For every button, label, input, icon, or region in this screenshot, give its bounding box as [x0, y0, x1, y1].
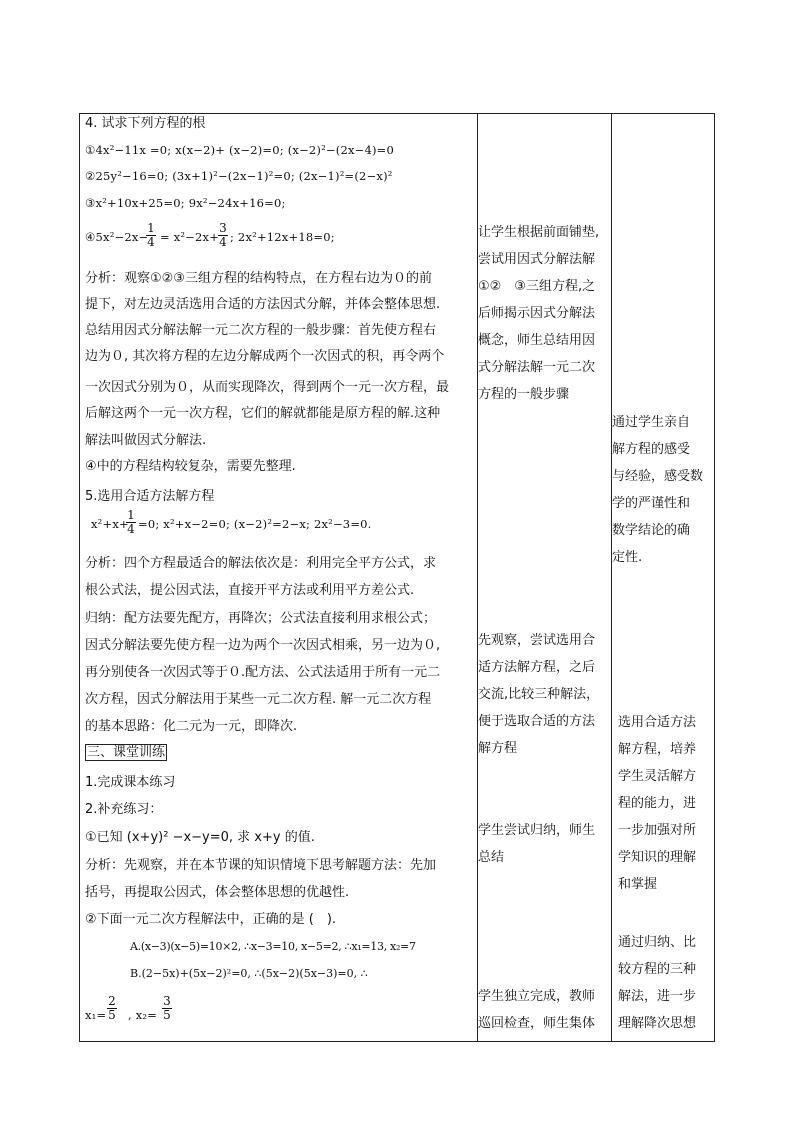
activity1-line5: 概念，师生总结用因	[478, 333, 596, 348]
intent3-line2: 较方程的三种	[618, 962, 697, 977]
activity4-line2: 巡回检查，师生集体	[478, 1016, 596, 1031]
training-item2: 2.补充练习：	[85, 802, 163, 817]
q5-title: 5.选用合适方法解方程	[85, 489, 215, 504]
activity1-line4: 后师揭示因式分解法	[478, 306, 596, 321]
activity1-line6: 式分解法解一元二次	[478, 360, 596, 375]
q5-equations-part2: =0; x²+x−2=0; (x−2)²=2−x; 2x²−3=0.	[138, 517, 372, 531]
fraction-one-quarter-q5: 1 4	[127, 508, 135, 536]
activity1-line7: 方程的一般步骤	[478, 387, 570, 402]
intent1-line3: 与经验，感受数	[612, 469, 704, 484]
q4-equations-row4-part2: = x²−2x+	[160, 230, 220, 244]
analysis1-line5: 一次因式分别为０，从而实现降次，得到两个一元一次方程，最	[85, 380, 450, 395]
option-b-x2-label: , x₂=	[128, 1008, 158, 1022]
analysis1-line4: 边为０, 其次将方程的左边分解成两个一次因式的积，再令两个	[85, 349, 445, 364]
fraction-three-quarters: 3 4	[219, 221, 227, 249]
q4-equations-row4-part3: ; 2x²+12x+18=0;	[230, 230, 335, 244]
intent2-line7: 和掌握	[618, 877, 658, 892]
option-b-x1-label: x₁=	[85, 1008, 107, 1022]
q4-title: 4. 试求下列方程的根	[85, 116, 206, 131]
option-b: B.(2−5x)+(5x−2)²=0, ∴(5x−2)(5x−3)=0, ∴	[130, 967, 368, 980]
intent2-line3: 学生灵活解方	[618, 769, 697, 784]
intent1-line4: 学的严谨性和	[612, 496, 691, 511]
activity2-line2: 适方法解方程，之后	[478, 660, 596, 675]
fraction-two-fifths: 2 5	[108, 994, 116, 1022]
analysis3-line1: 分析：先观察，并在本节课的知识情境下思考解题方法：先加	[85, 858, 437, 873]
analysis1-line1: 分析：观察①②③三组方程的结构特点，在方程右边为０的前	[85, 271, 432, 286]
activity4-line1: 学生独立完成，教师	[478, 989, 596, 1004]
analysis3-line2: 括号，再提取公因式，体会整体思想的优越性.	[85, 885, 350, 900]
intent1-line6: 定性.	[612, 550, 643, 565]
activity2-line3: 交流,比较三种解法，	[478, 687, 600, 702]
intent1-line1: 通过学生亲自	[612, 415, 691, 430]
activity2-line4: 便于选取合适的方法	[478, 714, 596, 729]
exercise1: ①已知 (x+y)² −x−y=0, 求 x+y 的值.	[85, 830, 315, 845]
intent2-line1: 选用合适方法	[618, 715, 697, 730]
analysis1-line7: 解法叫做因式分解法.	[85, 433, 207, 448]
summary-line3: 再分别使各一次因式等于０.配方法、公式法适用于所有一元二	[85, 665, 441, 680]
analysis1-line3: 总结用因式分解法解一元二次方程的一般步骤：首先使方程右	[85, 323, 437, 338]
q4-equations-row1: ①4x²−11x =0; x(x−2)+ (x−2)=0; (x−2)²−(2x−4)=0	[85, 143, 395, 157]
activity2-line5: 解方程	[478, 741, 518, 756]
exercise2: ②下面一元二次方程解法中，正确的是 ( ).	[85, 912, 337, 927]
q5-equations-part1: x²+x+	[91, 517, 129, 531]
column-divider-2	[611, 114, 612, 1041]
intent2-line4: 程的能力，进	[618, 796, 697, 811]
analysis1-line2: 提下，对左边灵活选用合适的方法因式分解，并体会整体思想.	[85, 297, 441, 312]
activity1-line3: ①② ③三组方程,之	[478, 279, 596, 294]
q4-equations-row3: ③x²+10x+25=0; 9x²−24x+16=0;	[85, 196, 286, 210]
fraction-three-fifths: 3 5	[163, 994, 171, 1022]
fraction-one-quarter: 1 4	[147, 221, 155, 249]
activity3-line2: 总结	[478, 850, 505, 865]
summary-line5: 的基本思路：化二元为一元，即降次.	[85, 719, 298, 734]
intent2-line2: 解方程，培养	[618, 742, 697, 757]
q4-equations-row2: ②25y²−16=0; (3x+1)²−(2x−1)²=0; (2x−1)²=(2−x)²	[85, 169, 393, 183]
section-heading-class-training	[85, 746, 167, 759]
analysis2-line1: 分析：四个方程最适合的解法依次是：利用完全平方公式，求	[85, 556, 437, 571]
analysis1-line8: ④中的方程结构较复杂，需要先整理.	[85, 459, 296, 474]
lesson-table	[79, 113, 715, 1042]
training-item1: 1.完成课本练习	[85, 775, 176, 790]
activity1-line2: 尝试用因式分解法解	[478, 252, 596, 267]
activity2-line1: 先观察，尝试选用合	[478, 633, 596, 648]
intent1-line5: 数学结论的确	[612, 523, 691, 538]
q4-equations-row4-part1: ④5x²−2x−	[85, 230, 149, 244]
intent2-line6: 学知识的理解	[618, 850, 697, 865]
intent3-line1: 通过归纳、比	[618, 935, 697, 950]
analysis1-line6: 后解这两个一元一次方程，它们的解就都能是原方程的解.这种	[85, 406, 441, 421]
activity1-line1: 让学生根据前面铺垫,	[478, 225, 600, 240]
intent3-line3: 解法，进一步	[618, 989, 697, 1004]
summary-line1: 归纳：配方法要先配方，再降次；公式法直接利用求根公式；	[85, 611, 437, 626]
section3-label: 三、课堂训练	[87, 745, 166, 760]
summary-line2: 因式分解法要先使方程一边为两个一次因式相乘，另一边为０,	[85, 638, 441, 653]
analysis2-line2: 根公式法，提公因式法，直接开平方法或利用平方差公式.	[85, 583, 415, 598]
intent1-line2: 解方程的感受	[612, 442, 691, 457]
intent3-line4: 理解降次思想	[618, 1016, 697, 1031]
option-a: A.(x−3)(x−5)=10×2, ∴x−3=10, x−5=2, ∴x₁=13, x₂=7	[130, 940, 416, 953]
activity3-line1: 学生尝试归纳，师生	[478, 823, 596, 838]
intent2-line5: 一步加强对所	[618, 823, 697, 838]
summary-line4: 次方程，因式分解法用于某些一元二次方程. 解一元二次方程	[85, 692, 432, 707]
